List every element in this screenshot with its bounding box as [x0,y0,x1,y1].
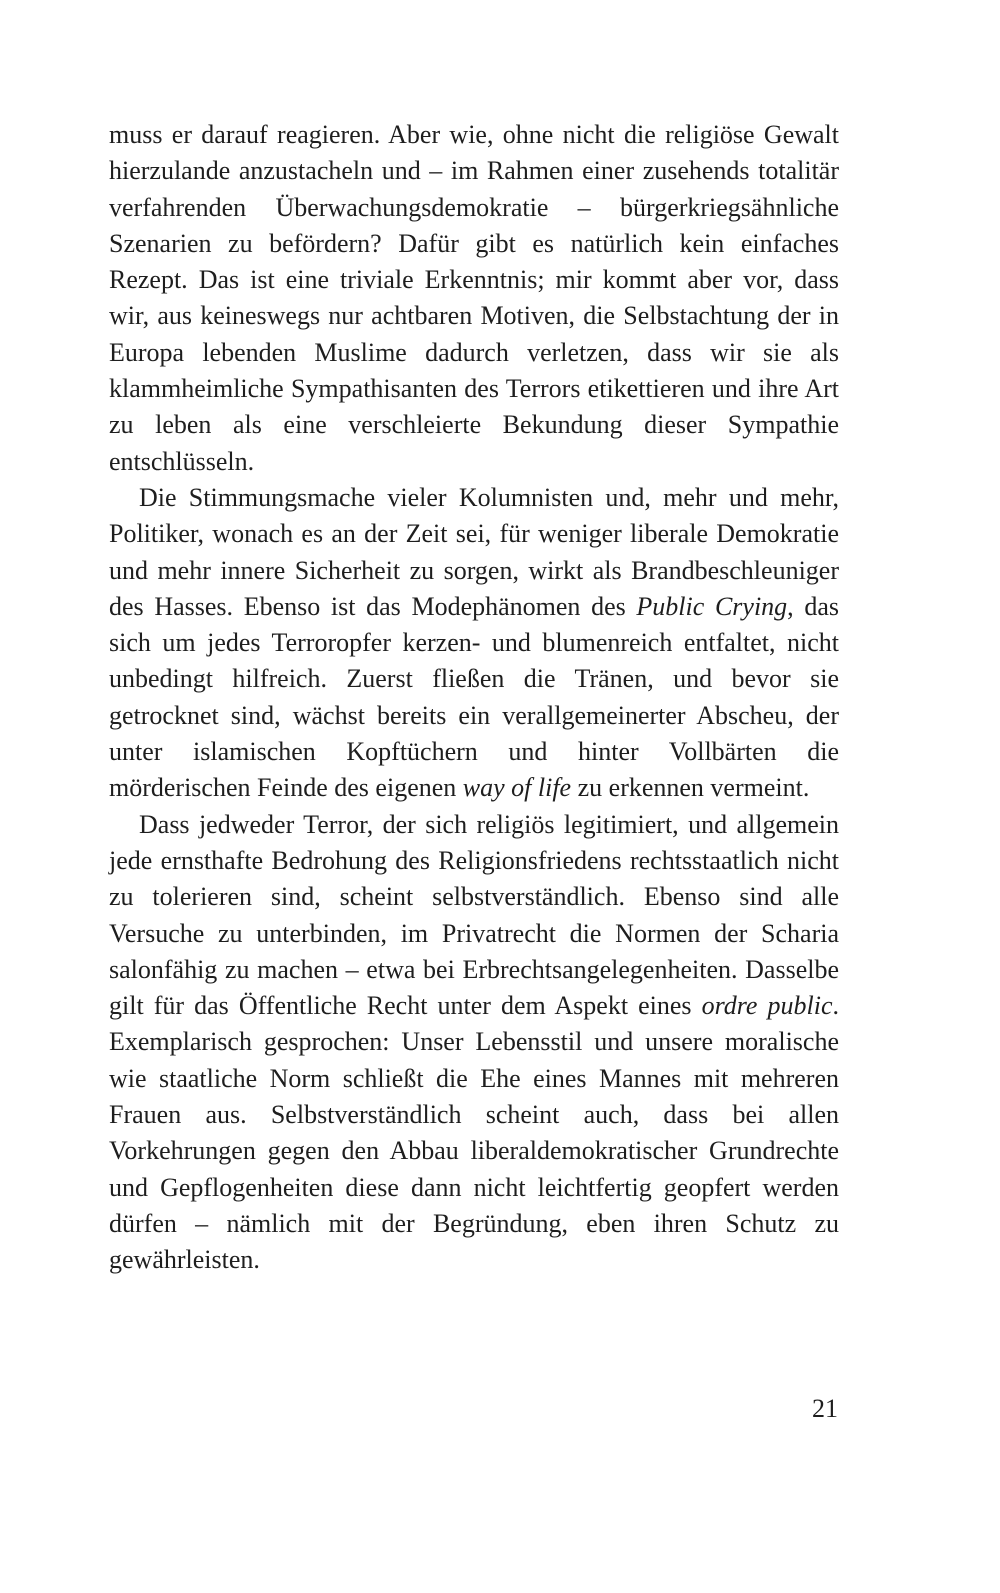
text-segment: . Exemplarisch gesprochen: Unser Lebensstil und unsere moralische wie staatliche Norm schließt die Ehe eines Mannes mit mehreren Frauen aus. Selbstverständlich scheint auch, dass bei allen Vorkehrungen gegen den Abbau liberaldemokratischer Grundrechte und Gepflogenheiten diese dann nicht leichtfertig geopfert werden dürfen – nämlich mit der Begründung, eben ihren Schutz zu gewährleisten. [109,991,839,1275]
text-segment: , das sich um jedes Terroropfer kerzen- und blumenreich entfaltet, nicht unbedingt hilfreich. Zuerst fließen die Tränen, und bevor sie getrocknet sind, wächst bereits ein verallgemeinerter Abscheu, der unter islamischen Kopftüchern und hinter Vollbärten die mörderischen Feinde des eigenen [109,591,839,803]
text-segment: Die Stimmungsmache vieler Kolumnisten und, mehr und mehr, Politiker, wonach es an der Zeit sei, für weniger liberale Demokratie und mehr innere Sicherheit zu sorgen, wirkt als Brandbeschleuniger des Hasses. Ebenso ist das Modephänomen des [109,482,839,621]
text-segment: zu erkennen vermeint. [571,773,810,803]
text-segment: muss er darauf reagieren. Aber wie, ohne nicht die religiöse Gewalt hierzulande anzustacheln und – im Rahmen einer zusehends totalitär verfahrenden Überwachungsdemokratie – bürgerkriegsähnliche Szenarien zu befördern? Dafür gibt es natürlich kein einfaches Rezept. Das ist eine triviale Erkenntnis; mir kommt aber vor, dass wir, aus keineswegs nur achtbaren Motiven, die Selbstachtung der in Europa lebenden Muslime dadurch verletzen, dass wir sie als klammheimliche Sympathisanten des Terrors etikettieren und ihre Art zu leben als eine verschleierte Bekundung dieser Sympathie entschlüsseln. [109,120,839,476]
italic-term: Public Crying [636,591,788,621]
paragraph [109,117,839,480]
italic-term: ordre public [701,991,833,1021]
text-segment: Dass jedweder Terror, der sich religiös legitimiert, und allgemein jede ernsthafte Bedrohung des Religionsfriedens rechtsstaatlich nicht zu tolerieren sind, scheint selbstverständlich. Ebenso sind alle Versuche zu unterbinden, im Privatrecht die Normen der Scharia salonfähig zu machen – etwa bei Erbrechtsangelegenheiten. Dasselbe gilt für das Öffentliche Recht unter dem Aspekt eines [109,809,839,1021]
page-number: 21 [812,1394,838,1423]
paragraph [109,807,839,1279]
paragraph [109,480,839,807]
body-text [109,117,839,1279]
italic-term: way of life [462,773,572,803]
